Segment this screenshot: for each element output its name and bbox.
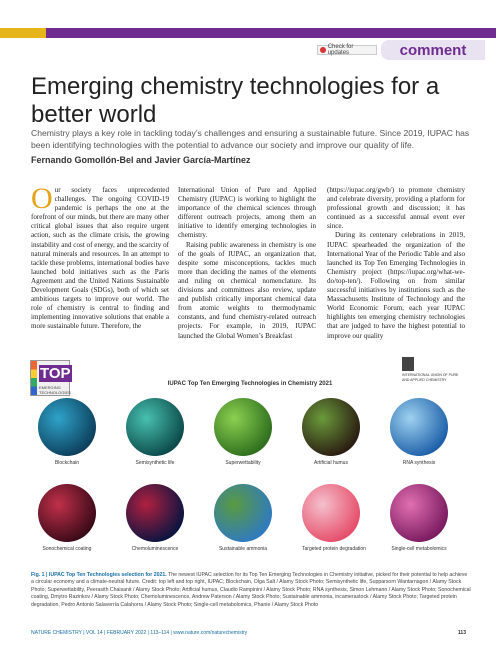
- tile-label: Chemoluminescence: [131, 546, 179, 552]
- tile-label: Semisynthetic life: [135, 460, 175, 466]
- iupac-logo-text: INTERNATIONAL UNION OF PURE AND APPLIED CHEMISTRY: [402, 373, 459, 382]
- column-2: [178, 186, 316, 341]
- tile-image: [38, 484, 96, 542]
- tile-label: Targeted protein degradation: [302, 546, 366, 552]
- figure-tile: [214, 484, 272, 552]
- tile-label: Sustainable ammonia: [218, 546, 268, 552]
- figure-tile: [302, 484, 366, 552]
- tile-image: [302, 398, 360, 456]
- paragraph-text: ur society faces unprecedented challenges. The ongoing COVID-19 pandemic is perhaps the one at the forefront of our minds, but there are many other critical global issues that also require urgent action, such as the climate crisis, the growing instability and cost of energy, and the scarcity of natural minerals and resources. In an attempt to tackle these problems, international bodies have launched bold initiatives such as the Paris Agreement and the United Nations Sustainable Development Goals (SDGs), both of which set ambitious targets to improve our world. The role of chemistry is central to finding and implementing innovative solutions that enable a more sustainable future. Therefore, the: [31, 186, 169, 331]
- footer-journal-info: NATURE CHEMISTRY | VOL 14 | FEBRUARY 2022 | 113–114 | www.nature.com/naturechemistry: [31, 630, 248, 636]
- figure-tile: [126, 398, 184, 466]
- tile-image: [126, 398, 184, 456]
- section-label: comment: [381, 40, 485, 60]
- figure-tile: [38, 398, 96, 466]
- logo-small-text: EMERGING TECHNOLOGIES: [39, 385, 71, 395]
- page-number: 113: [457, 630, 466, 636]
- figure-tile: [390, 398, 448, 466]
- figure-title: IUPAC Top Ten Emerging Technologies in Chemistry 2021: [167, 381, 333, 387]
- tile-label: Single-cell metabolomics: [391, 546, 447, 552]
- tile-label: Artificial humus: [314, 460, 348, 466]
- caption-text: The newest IUPAC selection for its Top Ten Emerging Technologies in Chemistry initiative, picked for their potential to help achieve a circular economy and a climate-neutral future. Credit: top left and top right, IUPAC; Blockchain, Olga Salt / Alamy Stock Photo; Semisynthetic life, Supparsorn Wantarnagon / Alamy Stock Photo; Superwettability, Peerasith Chaisanit / Alamy Stock Photo; Artificial humus, Claudio Rampinini / Alamy Stock Photo; RNA synthesis, Simon Lehmann / Alamy Stock Photo; Sonochemical coating, Dmytro Razinkov / Alamy Stock Photo; Chemoluminescence, Andrew Paterson / Alamy Stock Photo; Sustainable ammonia, incamerastock / Alamy Stock Photo; Targeted protein degradation, Pedro Antonio Salaverría Calahorra / Alamy Stock Photo; Single-cell metabolomics, Phanie / Alamy Stock Photo: [31, 572, 471, 608]
- figure-tile: [390, 484, 448, 552]
- paragraph: (https://iupac.org/gwb/) to promote chemistry and celebrate diversity, providing a platform for professional growth and discussion; it has continued as a successful annual event ever since.: [327, 186, 465, 231]
- tile-image: [214, 484, 272, 542]
- header-accent: [0, 28, 46, 38]
- figure-tile: [302, 398, 360, 466]
- tile-label: Superwettability: [225, 460, 261, 466]
- tile-image: [390, 484, 448, 542]
- article-title: Emerging chemistry technologies for a better world: [31, 73, 440, 128]
- tile-label: Sonochemical coating: [42, 546, 92, 552]
- check-updates-button[interactable]: [317, 45, 377, 55]
- figure-tile: [38, 484, 96, 552]
- figure-tile: [126, 484, 184, 552]
- check-updates-label: Check for updates: [327, 44, 354, 56]
- authors: Fernando Gomollón-Bel and Javier García-Martínez: [31, 155, 251, 165]
- tile-image: [302, 484, 360, 542]
- figure-caption: [31, 572, 471, 609]
- tile-image: [38, 398, 96, 456]
- paragraph: Raising public awareness in chemistry is one of the goals of IUPAC, an organization that, despite some misconceptions, tackles much more than deciding the names of the elements and ruling on chemical nomenclature. Its divisions and committees also review, update and publish critically important chemical data from atomic weights to thermodynamic constants, and fund chemistry-related outreach projects. For example, in 2019, IUPAC launched the Global Women’s Breakfast: [178, 240, 316, 340]
- iupac-mark-icon: [402, 357, 414, 371]
- iupac-logo: [402, 357, 464, 382]
- paragraph: During its centenary celebrations in 2019, IUPAC spearheaded the organization of the International Year of the Periodic Table and also launched its Top Ten Emerging Technologies in Chemistry project (https://iupac.org/what-we-do/top-ten/). Following on from similar successful initiatives by institutions such as the Massachusetts Institute of Technology and the World Economic Forum, each year IUPAC highlights ten emerging chemistry technologies that are judged to have the highest potential to improve our quality: [327, 231, 465, 340]
- tile-label: RNA synthesis: [402, 460, 436, 466]
- top-ten-logo: [30, 360, 70, 396]
- figure: [30, 350, 466, 562]
- tile-image: [390, 398, 448, 456]
- logo-big-text: TOP: [40, 365, 71, 382]
- tile-label: Blockchain: [54, 460, 80, 466]
- dropcap: O: [31, 182, 53, 215]
- page-footer: [31, 630, 466, 636]
- tile-image: [214, 398, 272, 456]
- column-3: [327, 186, 465, 341]
- logo-stripe: [31, 361, 37, 395]
- paragraph: [31, 182, 169, 332]
- paragraph: International Union of Pure and Applied Chemistry (IUPAC) is working to highlight the importance of the chemical sciences through different outreach projects, among them an initiative to identify emerging technologies in chemistry.: [178, 186, 316, 240]
- update-icon: [320, 47, 326, 53]
- caption-label: Fig. 1 | IUPAC Top Ten Technologies selection for 2021.: [31, 572, 167, 578]
- header-bar: [0, 28, 496, 38]
- tile-image: [126, 484, 184, 542]
- figure-tile: [214, 398, 272, 466]
- standfirst: Chemistry plays a key role in tackling today’s challenges and ensuring a sustainable future. Since 2019, IUPAC has been identifying technologies with the potential to advance our society and improve our quality of life.: [31, 128, 470, 150]
- column-1: [31, 182, 169, 332]
